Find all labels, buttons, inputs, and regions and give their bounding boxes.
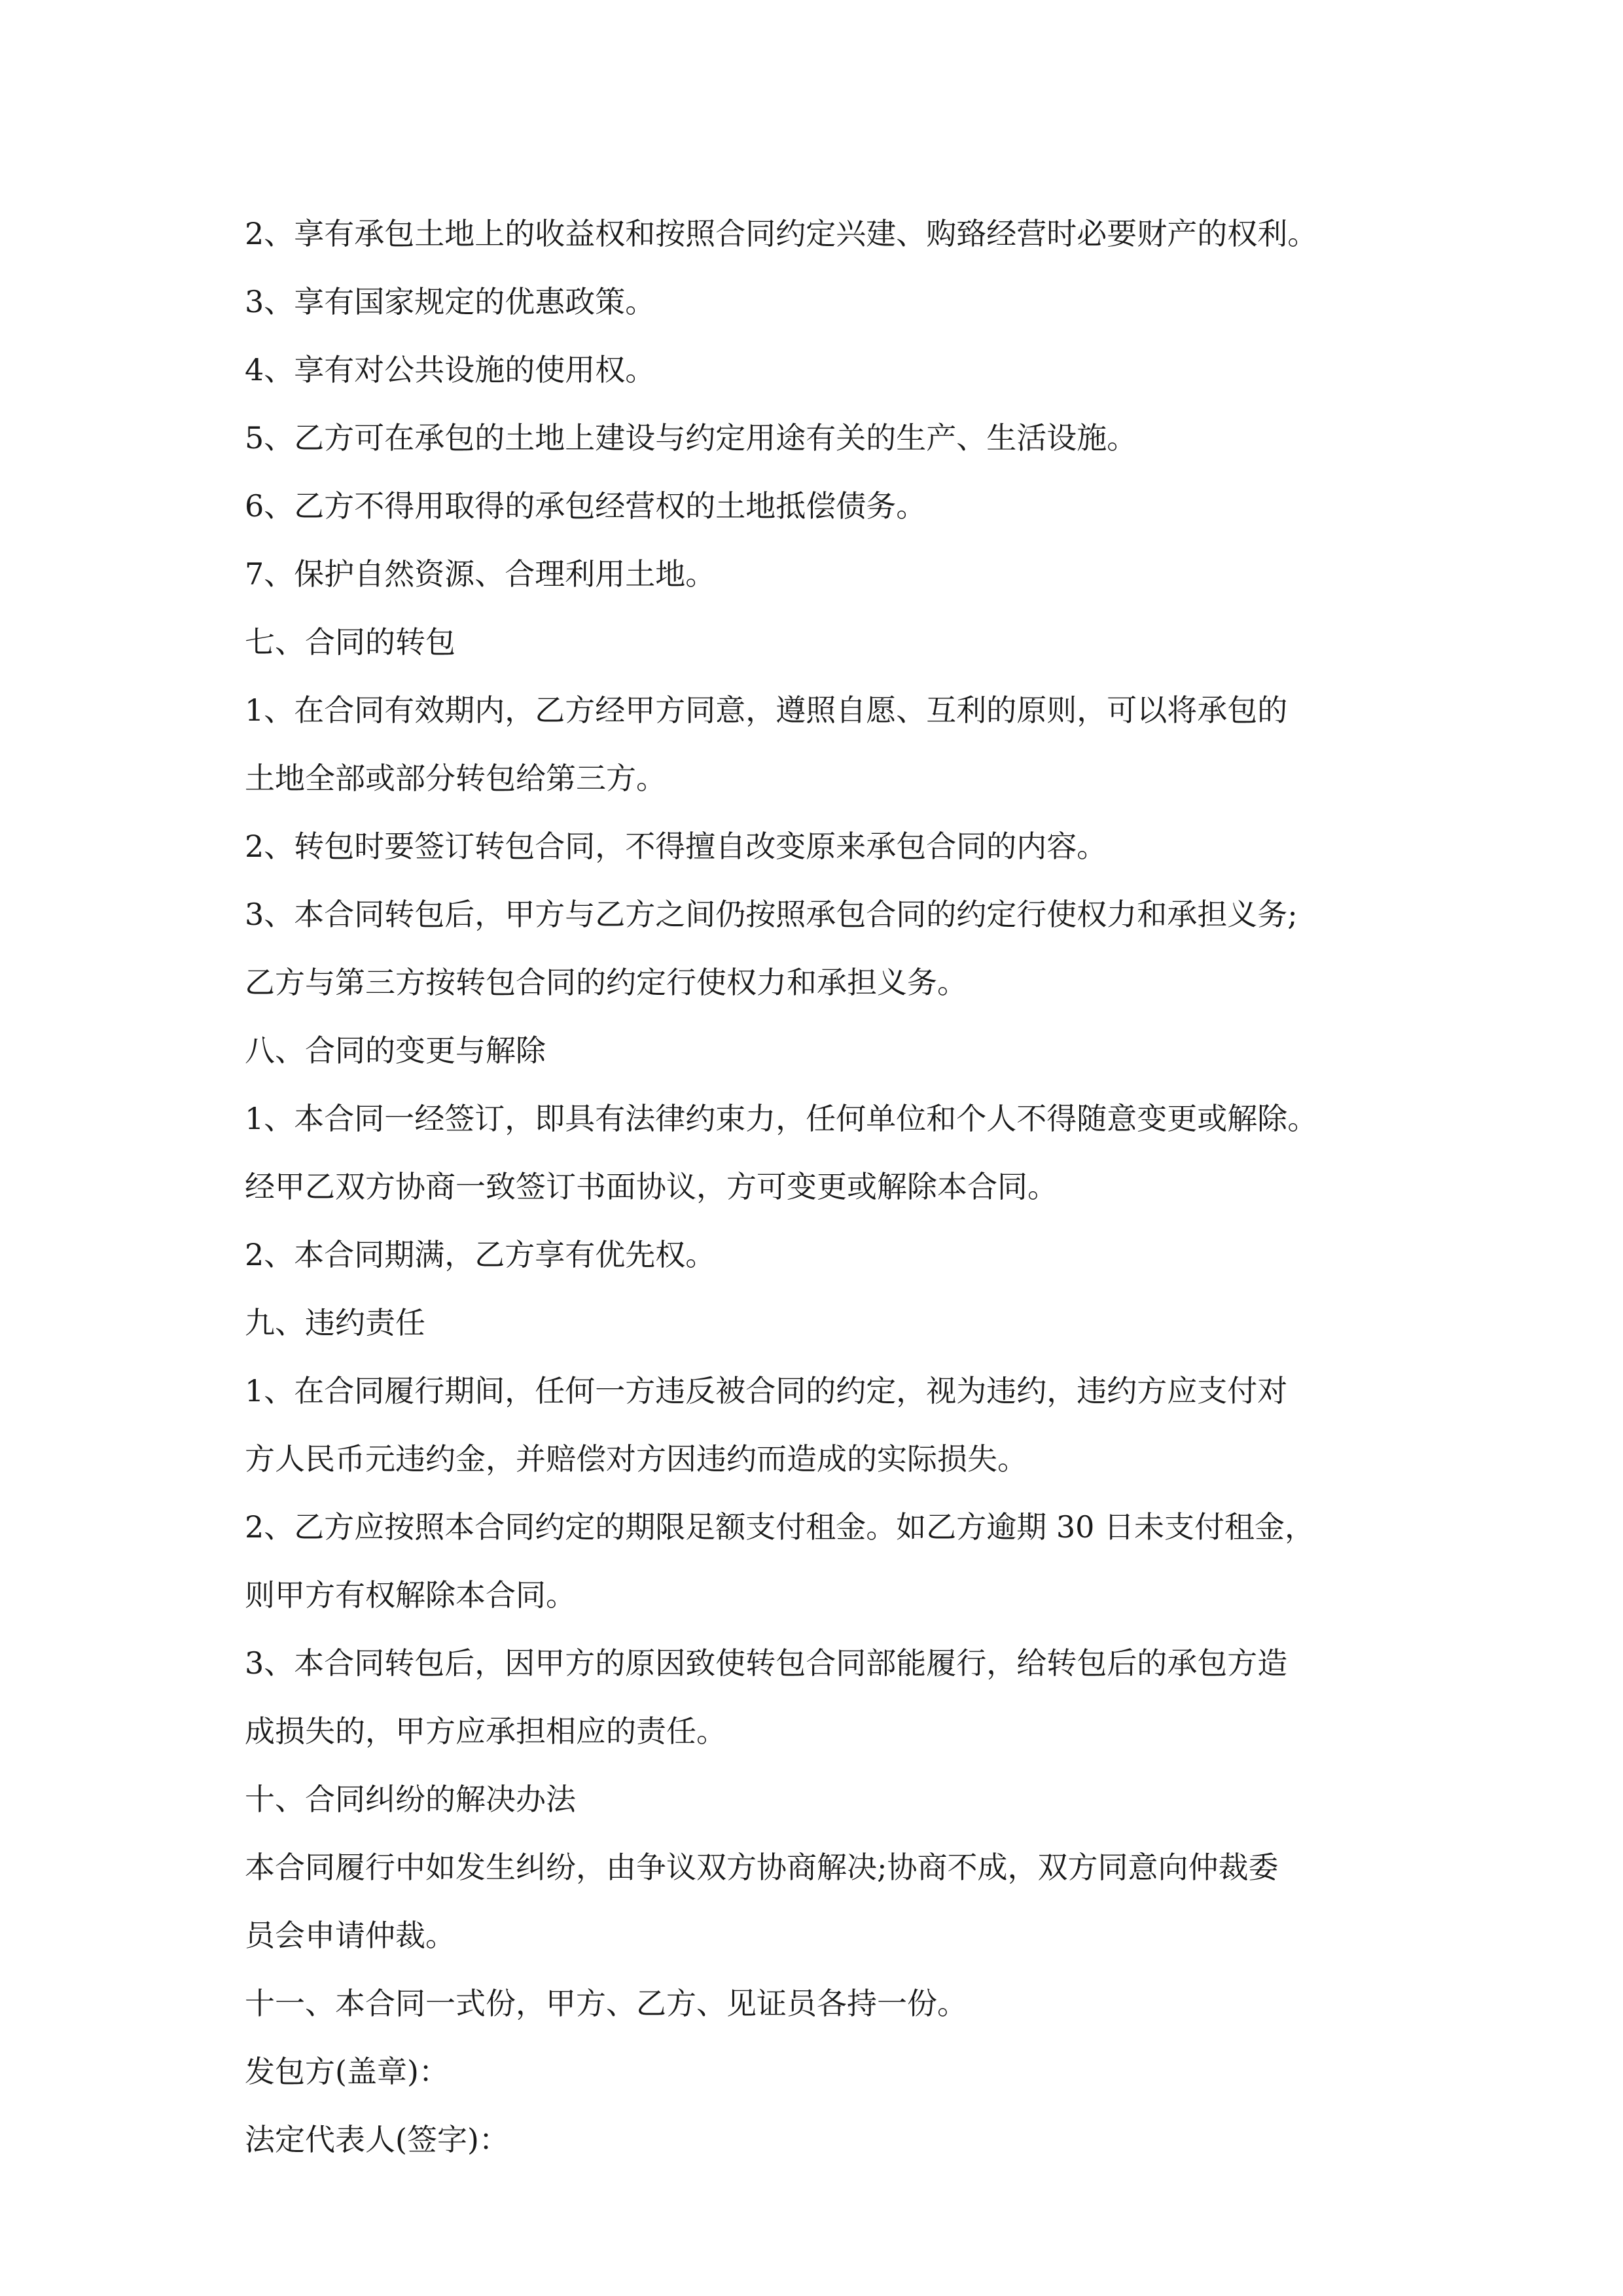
signature-legal-representative: 法定代表人(签字)： [245, 2122, 509, 2157]
clause-subcontract-1-line-1: 1、在合同有效期内，乙方经甲方同意，遵照自愿、互利的原则，可以将承包的 [245, 692, 1288, 728]
clause-dispute-line-2: 员会申请仲裁。 [245, 1918, 455, 1953]
section-heading-subcontract: 七、合同的转包 [245, 624, 455, 660]
clause-right-7: 7、保护自然资源、合理利用土地。 [245, 556, 716, 592]
clause-subcontract-3-line-1: 3、本合同转包后，甲方与乙方之间仍按照承包合同的约定行使权力和承担义务; [245, 897, 1298, 932]
clause-right-4: 4、享有对公共设施的使用权。 [245, 352, 656, 387]
clause-liability-2-line-1: 2、乙方应按照本合同约定的期限足额支付租金。如乙方逾期 30 日未支付租金， [245, 1509, 1315, 1545]
clause-subcontract-3-line-2: 乙方与第三方按转包合同的约定行使权力和承担义务。 [245, 965, 967, 1000]
clause-liability-3-line-2: 成损失的，甲方应承担相应的责任。 [245, 1713, 726, 1749]
clause-dispute-line-1: 本合同履行中如发生纠纷，由争议双方协商解决;协商不成，双方同意向仲裁委 [245, 1850, 1279, 1885]
clause-liability-2-line-2: 则甲方有权解除本合同。 [245, 1577, 576, 1613]
clause-right-3: 3、享有国家规定的优惠政策。 [245, 284, 656, 319]
clause-liability-3-line-1: 3、本合同转包后，因甲方的原因致使转包合同部能履行，给转包后的承包方造 [245, 1645, 1288, 1681]
section-heading-dispute: 十、合同纠纷的解决办法 [245, 1782, 576, 1817]
section-heading-liability: 九、违约责任 [245, 1305, 425, 1340]
clause-liability-1-line-2: 方人民币元违约金，并赔偿对方因违约而造成的实际损失。 [245, 1441, 1027, 1477]
clause-change-2: 2、本合同期满，乙方享有优先权。 [245, 1237, 716, 1272]
section-heading-copies: 十一、本合同一式份，甲方、乙方、见证员各持一份。 [245, 1986, 967, 2021]
clause-change-1-line-2: 经甲乙双方协商一致签订书面协议，方可变更或解除本合同。 [245, 1169, 1058, 1204]
signature-issuer-seal: 发包方(盖章)： [245, 2054, 449, 2089]
contract-body [245, 200, 1410, 2174]
clause-liability-1-line-1: 1、在合同履行期间，任何一方违反被合同的约定，视为违约，违约方应支付对 [245, 1373, 1288, 1408]
clause-right-5: 5、乙方可在承包的土地上建设与约定用途有关的生产、生活设施。 [245, 420, 1137, 456]
clause-right-6: 6、乙方不得用取得的承包经营权的土地抵偿债务。 [245, 488, 927, 524]
clause-right-2: 2、享有承包土地上的收益权和按照合同约定兴建、购臵经营时必要财产的权利。 [245, 216, 1318, 251]
clause-subcontract-2: 2、转包时要签订转包合同，不得擅自改变原来承包合同的内容。 [245, 829, 1107, 864]
section-heading-change: 八、合同的变更与解除 [245, 1033, 546, 1068]
clause-subcontract-1-line-2: 土地全部或部分转包给第三方。 [245, 761, 666, 796]
clause-change-1-line-1: 1、本合同一经签订，即具有法律约束力，任何单位和个人不得随意变更或解除。 [245, 1101, 1318, 1136]
